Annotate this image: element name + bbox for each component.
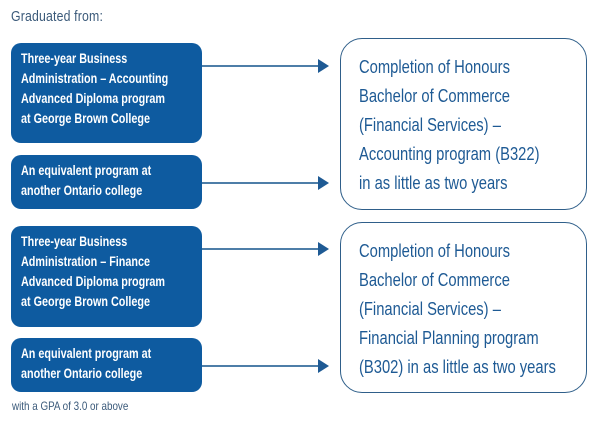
source-line: at George Brown College xyxy=(21,111,151,126)
connector-line xyxy=(202,65,318,67)
source-line: Administration – Accounting xyxy=(21,71,169,86)
heading: Graduated from: xyxy=(11,8,104,25)
source-line: Three-year Business xyxy=(21,51,128,66)
destination-line: (B302) in as little as two years xyxy=(359,357,556,377)
destination-line: Completion of Honours xyxy=(359,241,510,261)
destination-line: Accounting program (B322) xyxy=(359,144,540,164)
arrow-right-icon xyxy=(318,176,329,190)
connector-line xyxy=(202,365,318,367)
destination-line: Completion of Honours xyxy=(359,57,510,77)
destination-line: Bachelor of Commerce xyxy=(359,86,510,106)
source-line: Advanced Diploma program xyxy=(21,91,166,106)
source-line: Three-year Business xyxy=(21,234,128,249)
source-line: An equivalent program at xyxy=(21,346,152,361)
source-line: another Ontario college xyxy=(21,366,143,381)
connector-line xyxy=(202,248,318,250)
source-line: at George Brown College xyxy=(21,294,151,309)
source-box-ontario-equivalent-2 xyxy=(11,338,202,392)
source-line: Advanced Diploma program xyxy=(21,274,166,289)
arrow-right-icon xyxy=(318,242,329,256)
arrow-right-icon xyxy=(318,359,329,373)
source-line: another Ontario college xyxy=(21,183,143,198)
destination-line: (Financial Services) – xyxy=(359,299,501,319)
source-line: An equivalent program at xyxy=(21,163,152,178)
destination-line: in as little as two years xyxy=(359,173,508,193)
destination-line: Bachelor of Commerce xyxy=(359,270,510,290)
destination-box-financial-planning xyxy=(340,222,587,393)
source-box-gbc-accounting xyxy=(11,43,202,143)
source-line: Administration – Finance xyxy=(21,254,151,269)
destination-box-accounting xyxy=(340,38,587,210)
source-box-ontario-equivalent-1 xyxy=(11,155,202,209)
arrow-right-icon xyxy=(318,59,329,73)
destination-line: (Financial Services) – xyxy=(359,115,501,135)
gpa-footnote: with a GPA of 3.0 or above xyxy=(12,399,129,413)
source-box-gbc-finance xyxy=(11,226,202,327)
destination-line: Financial Planning program xyxy=(359,328,539,348)
connector-line xyxy=(202,182,318,184)
